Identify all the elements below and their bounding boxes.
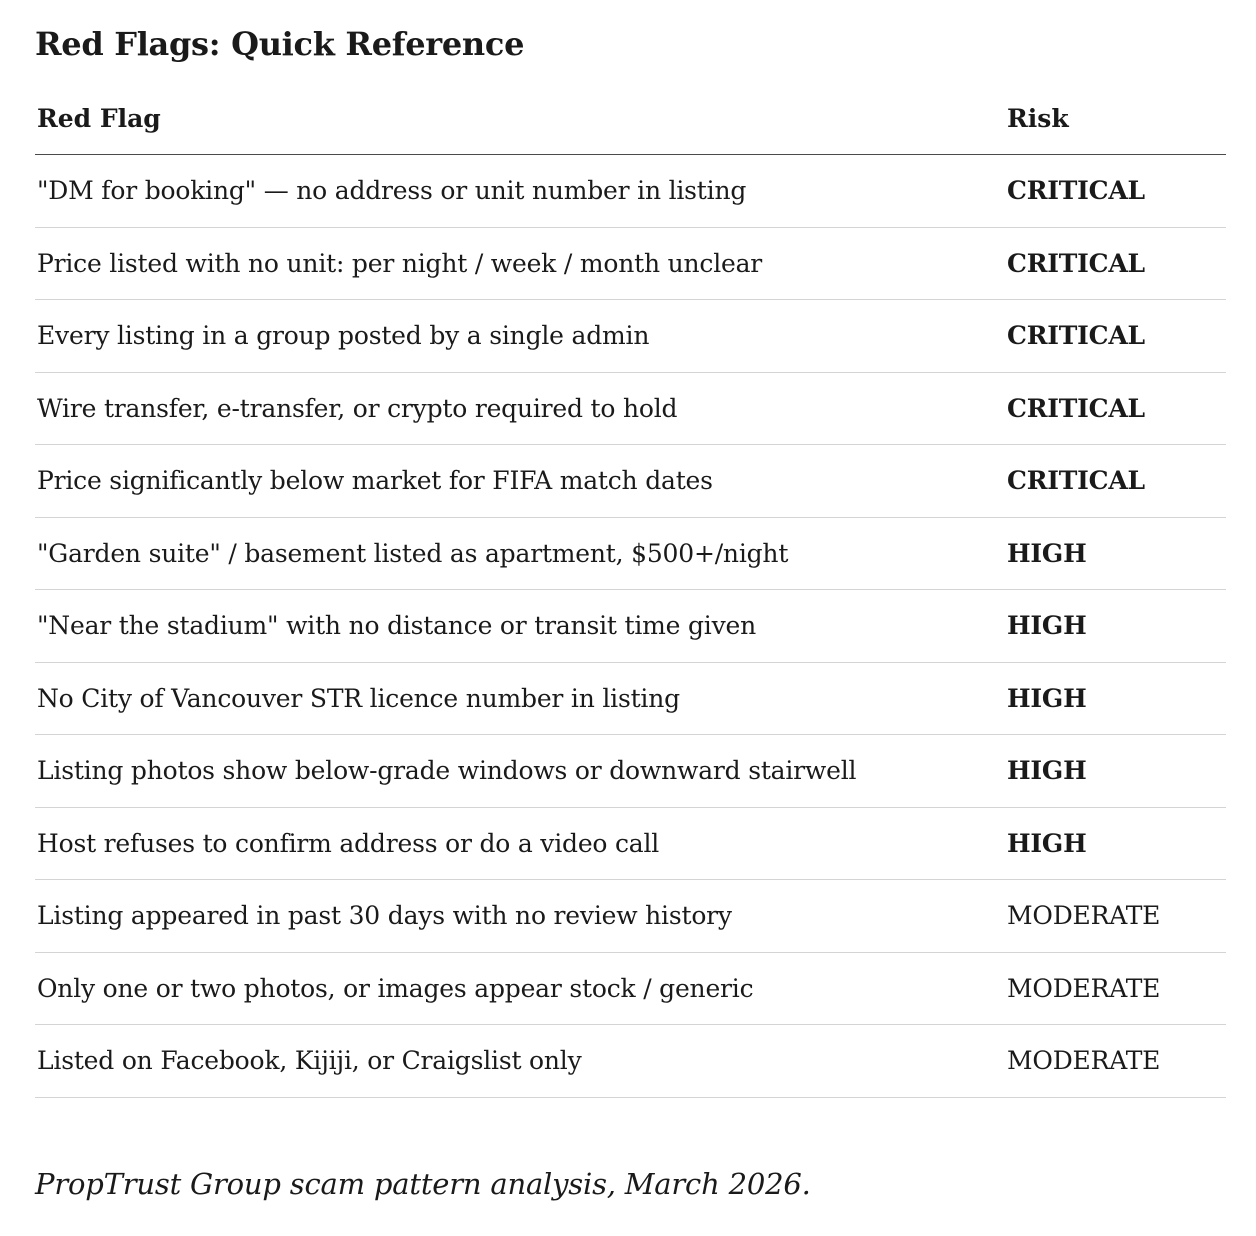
- flag-cell: "DM for booking" — no address or unit number in listing: [35, 155, 1005, 228]
- table-row: [35, 372, 1226, 445]
- source-footnote: PropTrust Group scam pattern analysis, March 2026.: [35, 1167, 811, 1201]
- risk-cell: HIGH: [1005, 590, 1226, 663]
- column-header-red-flag: Red Flag: [35, 82, 1005, 155]
- flag-cell: Listing appeared in past 30 days with no review history: [35, 880, 1005, 953]
- flag-cell: "Near the stadium" with no distance or transit time given: [35, 590, 1005, 663]
- flag-cell: Listed on Facebook, Kijiji, or Craigslist only: [35, 1025, 1005, 1098]
- risk-cell: HIGH: [1005, 807, 1226, 880]
- table-row: [35, 445, 1226, 518]
- red-flags-table: [35, 82, 1226, 1098]
- risk-cell: CRITICAL: [1005, 300, 1226, 373]
- flag-cell: Host refuses to confirm address or do a video call: [35, 807, 1005, 880]
- risk-cell: CRITICAL: [1005, 227, 1226, 300]
- table-row: [35, 735, 1226, 808]
- risk-cell: CRITICAL: [1005, 372, 1226, 445]
- risk-cell: CRITICAL: [1005, 445, 1226, 518]
- risk-cell: HIGH: [1005, 662, 1226, 735]
- table-row: [35, 880, 1226, 953]
- table-row: [35, 662, 1226, 735]
- table-row: [35, 807, 1226, 880]
- table-row: [35, 300, 1226, 373]
- table-row: [35, 1025, 1226, 1098]
- risk-cell: CRITICAL: [1005, 155, 1226, 228]
- flag-cell: "Garden suite" / basement listed as apartment, $500+/night: [35, 517, 1005, 590]
- flag-cell: Price significantly below market for FIFA match dates: [35, 445, 1005, 518]
- risk-cell: HIGH: [1005, 735, 1226, 808]
- flag-cell: No City of Vancouver STR licence number in listing: [35, 662, 1005, 735]
- risk-cell: HIGH: [1005, 517, 1226, 590]
- flag-cell: Listing photos show below-grade windows or downward stairwell: [35, 735, 1005, 808]
- flag-cell: Only one or two photos, or images appear stock / generic: [35, 952, 1005, 1025]
- section-title: Red Flags: Quick Reference: [35, 25, 525, 63]
- table-row: [35, 155, 1226, 228]
- risk-cell: MODERATE: [1005, 880, 1226, 953]
- column-header-risk: Risk: [1005, 82, 1226, 155]
- table-row: [35, 952, 1226, 1025]
- risk-cell: MODERATE: [1005, 952, 1226, 1025]
- flag-cell: Price listed with no unit: per night / week / month unclear: [35, 227, 1005, 300]
- flag-cell: Every listing in a group posted by a single admin: [35, 300, 1005, 373]
- table-row: [35, 227, 1226, 300]
- table-row: [35, 590, 1226, 663]
- risk-cell: MODERATE: [1005, 1025, 1226, 1098]
- flag-cell: Wire transfer, e-transfer, or crypto required to hold: [35, 372, 1005, 445]
- table-row: [35, 517, 1226, 590]
- table-header-row: [35, 82, 1226, 155]
